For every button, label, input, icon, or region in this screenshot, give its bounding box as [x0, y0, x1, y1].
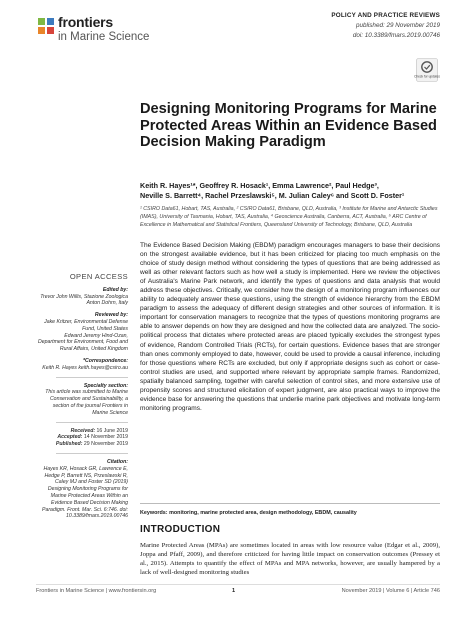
published-date-header: published: 29 November 2019	[355, 22, 440, 29]
section-heading-introduction: INTRODUCTION	[140, 524, 221, 535]
reviewer-2: Edward Jeremy Hind-Ozan, Department for Environment, Food and Rural Affairs, United Kingdom	[38, 332, 128, 353]
check-updates-label: Check for updates	[414, 74, 440, 79]
specialty-section-label: Specialty section:	[83, 382, 128, 389]
affiliations: ¹ CSIRO Data61, Hobart, TAS, Australia, ² CSIRO Data61, Brisbane, QLD, Australia, ³ Institute for Marine and Antarctic Studies (IMAS), University of Tasmania, Hobart, TAS, Australia, ⁴ Geoscience Australia, Canberra, ACT, Australia, ⁵ ARC Centre of Excellence in Mathematical and Statistical Frontiers, Queensland University of Technology, Brisbane, QLD, Australia	[140, 206, 438, 228]
open-access-label: OPEN ACCESS	[69, 272, 128, 281]
correspondence-label: *Correspondence:	[83, 357, 128, 364]
reviewed-by-label: Reviewed by:	[94, 312, 128, 319]
logo-name: frontiers	[58, 14, 113, 30]
reviewed-by	[36, 312, 128, 353]
keywords-list: monitoring, marine protected area, design methodology, EBDM, causality	[169, 510, 357, 516]
article-type: POLICY AND PRACTICE REVIEWS	[331, 12, 440, 19]
accepted-row	[36, 434, 128, 441]
correspondence-text[interactable]: Keith R. Hayes keith.hayes@csiro.au	[42, 364, 128, 371]
accepted-date: 14 November 2019	[83, 434, 128, 441]
author-list	[140, 181, 440, 201]
logo-journal: in Marine Science	[58, 31, 150, 43]
article-sidebar	[36, 274, 128, 525]
article-meta-header	[331, 11, 440, 41]
citation	[36, 459, 128, 520]
journal-logo[interactable]	[36, 14, 186, 50]
article-title: Designing Monitoring Programs for Marine Protected Areas Within an Evidence Based Decision Making Paradigm	[140, 101, 437, 151]
specialty-section	[36, 383, 128, 417]
abstract: The Evidence Based Decision Making (EBDM) paradigm encourages managers to base their decisions on the strongest available evidence, but it has been criticized for placing too much emphasis on the choice of study design method without considering the types of questions that are being addressed as well as other relevant factors such as how well a study is implemented. Here we review the objectives of Australia's Marine Park network, and identify the types of questions and data analysis that would address these objectives. Critically, we consider how the design of a monitoring program influences our ability to adequately answer these questions, using the strength of evidence hierarchy from the EBDM paradigm to assess the adequacy of different design strategies and other sources of information. It is important for conservation managers to recognize that the types of questions monitoring programs are able to answer depends on how they are designed and how the collected data are analyzed. The socio-political process that dictates where protected areas are placed typically excludes the strongest types of evidence, Random Controlled Trials (RCTs), for certain questions. Evidence bases that are stronger than ones commonly employed to date, however, could be used to provide a causal inference, including for those questions where RCTs are excluded, but only if appropriate designs such as cohort or case-control studies are used, and supported where relevant by appropriate sample frames. Randomized, spatially balanced sampling, together with careful selection of control sites, and more extensive use of propensity scores and structured elicitation of expert judgment, are also practical ways to improve the evidence base for answering the questions that underlie marine park objectives and motivate long-term monitoring programs.	[140, 242, 440, 412]
reviewer-1: Jake Kritzer, Environmental Defense Fund, United States	[44, 318, 128, 332]
authors-line-2: Neville S. Barrett⁴, Rachel Przeslawski⁵, M. Julian Caley⁶ and Scott D. Foster¹	[140, 191, 405, 200]
citation-text: Hayes KR, Hosack GR, Lawrence E, Hedge P, Barrett NS, Przeslawski R, Caley MJ and Foster SD (2019) Designing Monitoring Programs for Marine Protected Areas Within an Evidence Based Decision Making Paradigm. Front. Mar. Sci. 6:746. doi: 10.3389/fmars.2019.00746	[41, 465, 128, 520]
sidebar-divider	[56, 422, 128, 423]
edited-by-label: Edited by:	[102, 286, 128, 293]
received-label: Received:	[70, 427, 96, 434]
check-for-updates-icon[interactable]	[416, 58, 438, 82]
received-date: 16 June 2019	[96, 427, 128, 434]
page-footer	[36, 588, 440, 598]
footer-journal[interactable]: Frontiers in Marine Science | www.frontiersin.org	[36, 588, 157, 594]
accepted-label: Accepted:	[57, 434, 83, 441]
authors-line-1: Keith R. Hayes¹*, Geoffrey R. Hosack¹, Emma Lawrence², Paul Hedge³,	[140, 181, 379, 190]
frontiers-logo-icon	[36, 16, 56, 36]
footer-issue: November 2019 | Volume 6 | Article 746	[341, 588, 440, 594]
introduction-text: Marine Protected Areas (MPAs) are sometimes located in areas with low resource value (Edgar et al., 2009), Joppa and Pfaff, 2009), and therefore criticized for having little impact on conservation outcomes (Pressey et al., 2015). Attempts to quantify the effect of MPAs and MPA networks, however, are usually hampered by a lack of well-designed monitoring studies	[140, 542, 440, 576]
correspondence	[36, 358, 128, 372]
doi-header[interactable]: doi: 10.3389/fmars.2019.00746	[352, 32, 440, 39]
page-number: 1	[232, 588, 236, 594]
received-row	[36, 428, 128, 435]
published-row	[36, 441, 128, 448]
published-date: 29 November 2019	[83, 441, 128, 448]
keywords-divider	[140, 503, 440, 504]
keywords-label: Keywords:	[140, 510, 168, 516]
sidebar-divider	[56, 453, 128, 454]
keywords	[140, 509, 440, 517]
citation-label: Citation:	[106, 458, 128, 465]
edited-by	[36, 287, 128, 307]
sidebar-divider	[56, 377, 128, 378]
edited-by-text: Trevor John Willis, Stazione Zoologica Anton Dohrn, Italy	[40, 293, 128, 307]
published-label: Published:	[55, 441, 83, 448]
specialty-section-text: This article was submitted to Marine Conservation and Sustainability, a section of the journal Frontiers in Marine Science	[45, 389, 128, 416]
article-dates	[36, 428, 128, 448]
footer-divider	[36, 584, 440, 585]
